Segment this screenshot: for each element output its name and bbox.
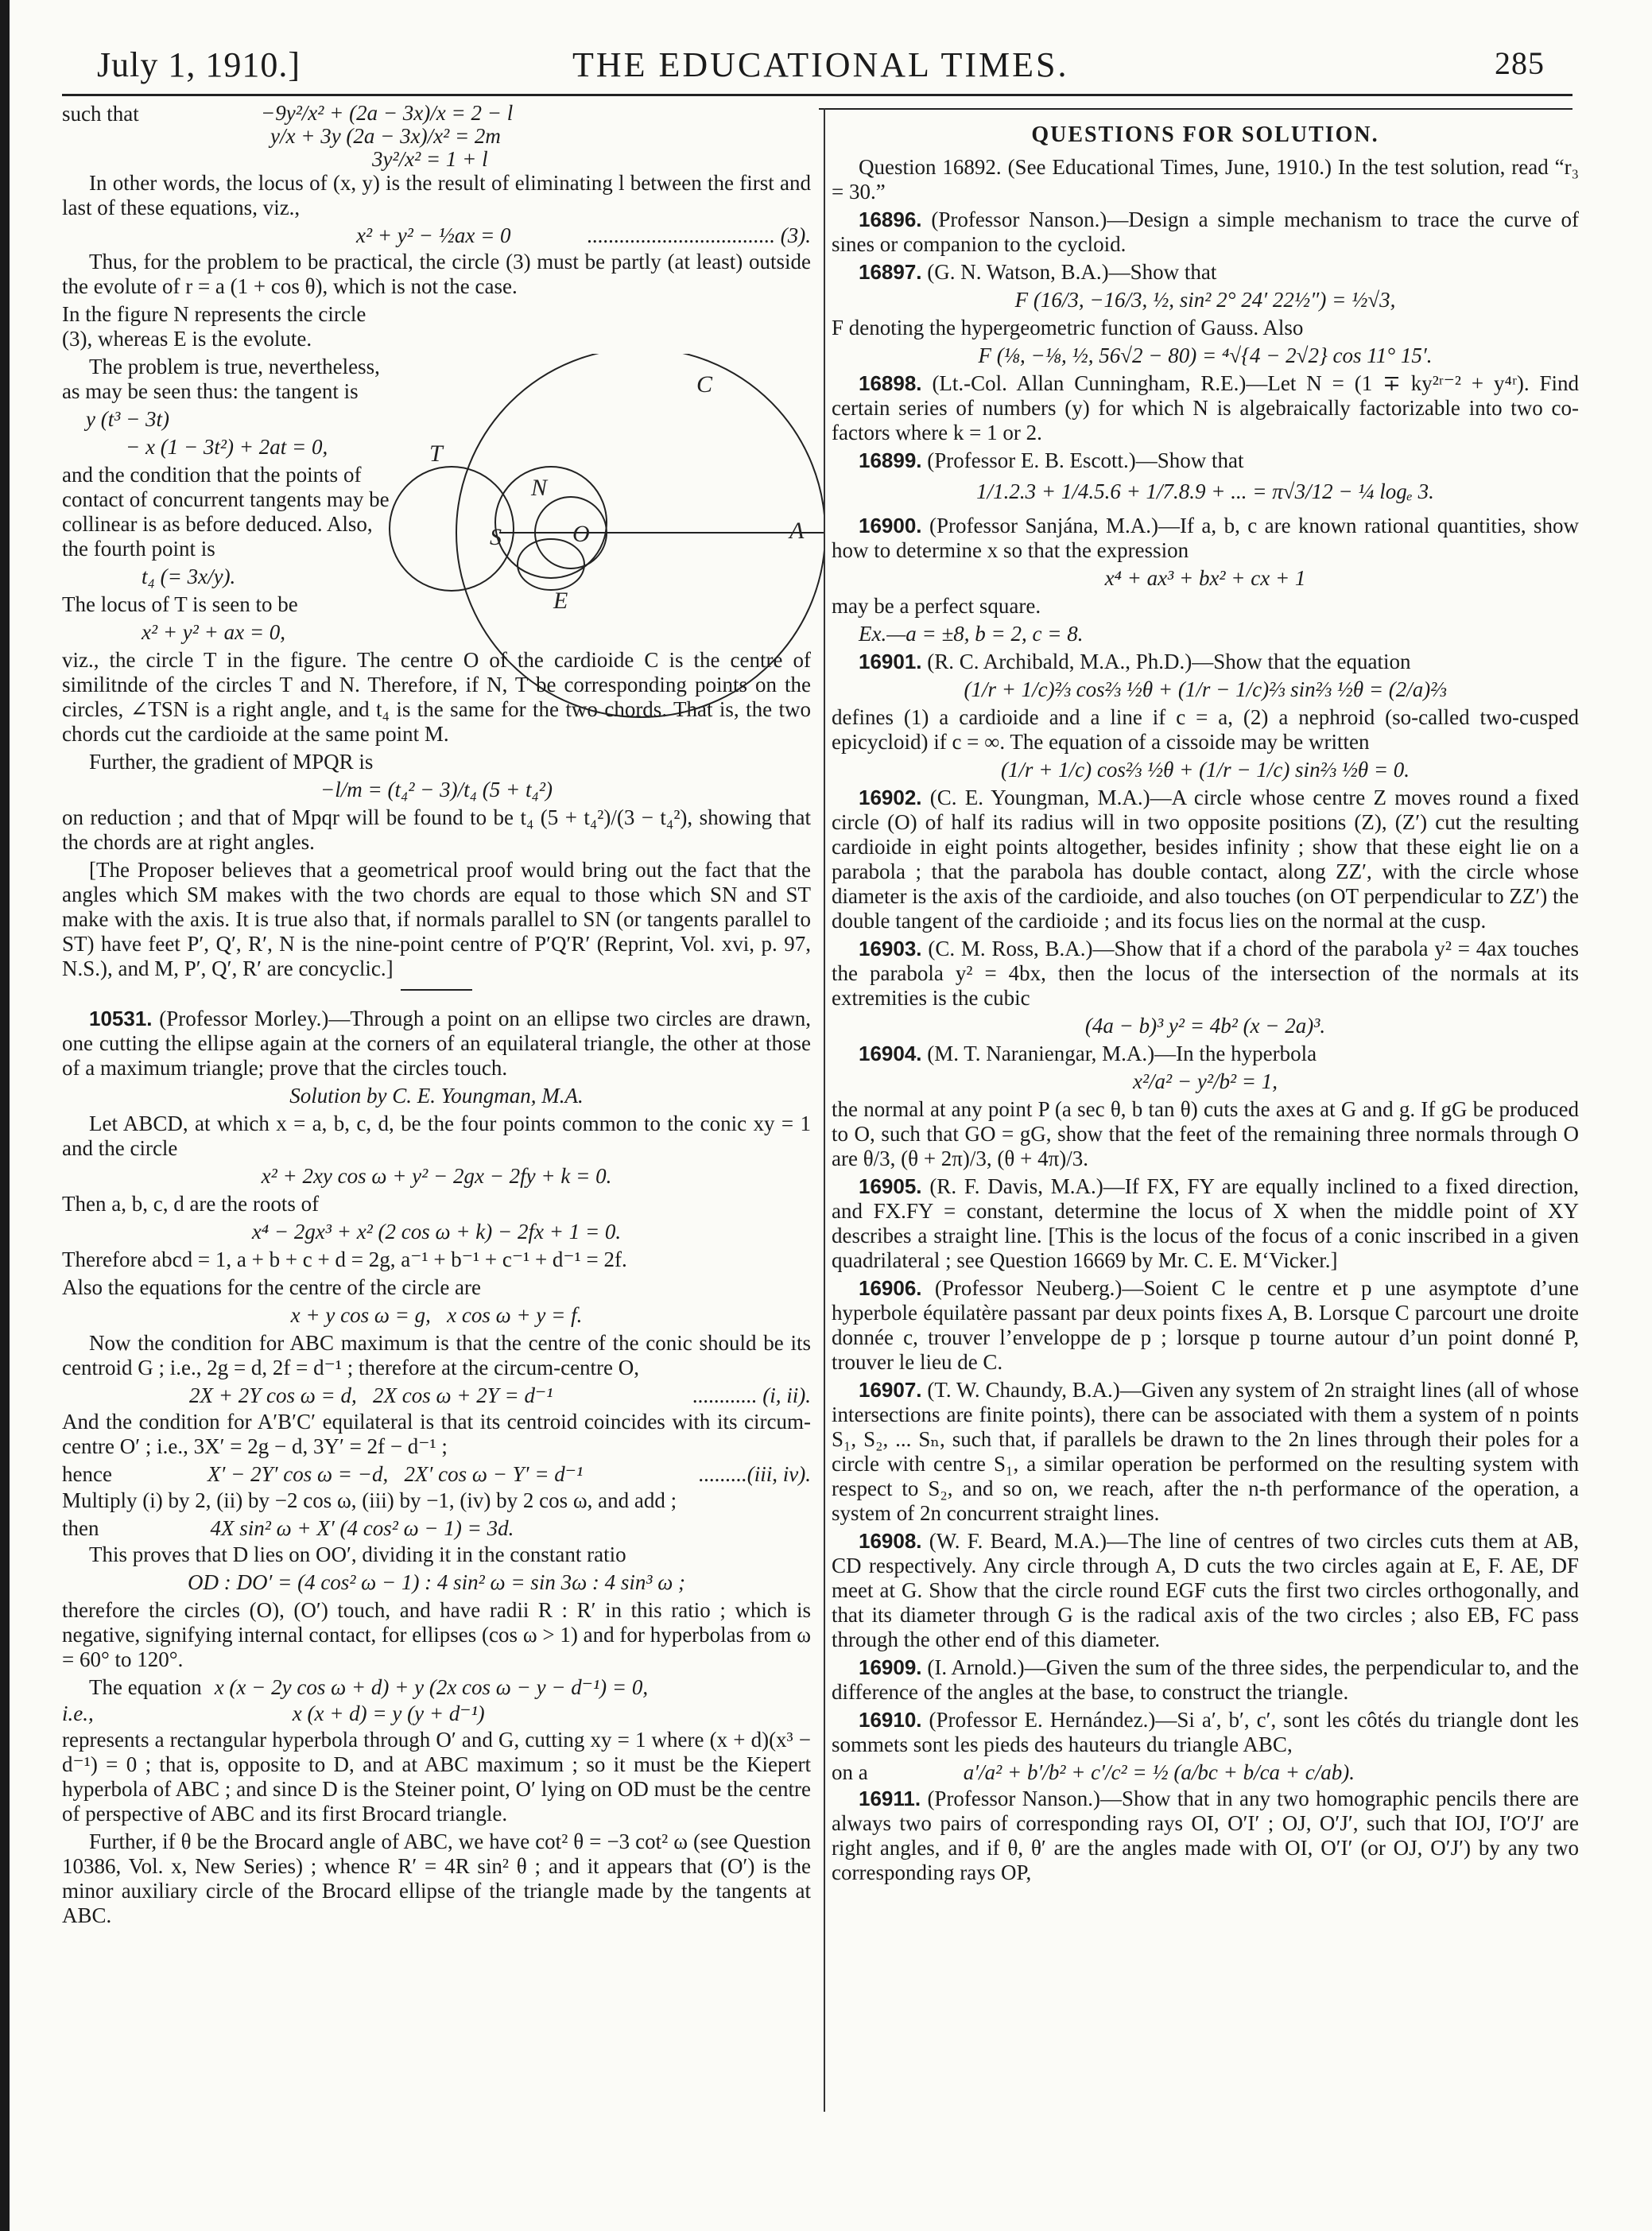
equation-label: The equation — [89, 1675, 202, 1699]
question-16897 — [832, 260, 1579, 285]
equation: x² + y² + ax = 0, — [142, 620, 286, 644]
question-text: (Professor E. Hernández.)—Si a′, b′, c′, sont les côtés du triangle dont les sommets sont les pieds des hauteurs du triangle ABC, — [832, 1708, 1580, 1756]
question-number: 16905. — [859, 1174, 922, 1198]
equation: F (⅛, −⅛, ½, 56√2 − 80) = ⁴√{4 − 2√2} cos 11° 15′. — [978, 343, 1433, 367]
equation: 4X sin² ω + X′ (4 cos² ω − 1) = 3d. — [210, 1516, 514, 1540]
header-rule — [62, 94, 1573, 96]
question-number: 10531. — [89, 1007, 153, 1030]
equation: 3y²/x² = 1 + l — [372, 147, 488, 171]
question-number: 16903. — [859, 937, 922, 960]
journal-title: THE EDUCATIONAL TIMES. — [572, 45, 1069, 84]
example: Ex.—a = ±8, b = 2, c = 8. — [859, 622, 1084, 646]
question-text: (C. E. Youngman, M.A.)—A circle whose centre Z moves round a fixed circle (O) of half its radius will in two opposite positions (Z), (Z′) cut the resulting cardioide in eight points altogether, besides infinity ; show that these eight lie on a parabola ; that the parabola has double contact, along ZZ′, with the circle whose diameter is the axis of the cardioide, and also touches (on OT perpendicular to ZZ′) the double tangent of the cardioide ; and its focus lies on the normal at the cusp. — [832, 786, 1579, 933]
question-16902 — [832, 786, 1579, 933]
paragraph: Then a, b, c, d are the roots of — [62, 1192, 320, 1216]
question-text: (C. M. Ross, B.A.)—Show that if a chord of the parabola y² = 4ax touches the parabola y² = 4bx, then the locus of the intersection of the normals at its extremities is the cubic — [832, 937, 1580, 1010]
header-rule-right — [819, 108, 1573, 110]
equation-numbered — [62, 223, 811, 248]
paragraph: represents a rectangular hyperbola through O′ and G, cutting xy = 1 where (x + d)(x³ − d⁻¹) = 0 ; that is, opposite to D, and at ABC maximum ; so it must be the Kiepert hyperbola of ABC ; and since D is the Steiner point, O′ lying on OD must be the centre of perspective of ABC and its first Brocard triangle. — [62, 1728, 811, 1826]
paragraph: The problem is true, nevertheless, as may be seen thus: the tangent is — [62, 355, 380, 403]
question-text: (T. W. Chaundy, B.A.)—Given any system of 2n straight lines (all of whose intersections are finite points), there can be associated with them a system of n points S₁, S₂, ... Sₙ, such that, if parallels be drawn to the 2n lines through their poles for a circle with centre S₁, a similar operation be performed on the resulting system with respect to S₂, and so on, we reach, after the n-th performance of the operation, a system of 2n concurrent straight lines. — [832, 1378, 1580, 1525]
question-text: (W. F. Beard, M.A.)—The line of centres of two circles cuts them at AB, CD respectively. Any circle through A, D cuts the two circles again at E, F. AE, DF meet at G. Show that the circle round EGF cuts the first two circles orthogonally, and that its diameter through G is the radical axis of the two circles ; also EB, FC pass through the other end of this diameter. — [832, 1529, 1580, 1651]
solution-author: Solution by C. E. Youngman, M.A. — [289, 1084, 584, 1108]
equation-labeled — [62, 1516, 811, 1541]
question-text: (Professor Nanson.)—Design a simple mechanism to trace the curve of sines or companion to the cycloid. — [832, 208, 1579, 256]
paragraph: Further, the gradient of MPQR is — [89, 750, 374, 774]
erratum: Question 16892. (See Educational Times, June, 1910.) In the test solution, read “r₃ = 30.” — [832, 155, 1579, 204]
equation: 1/1.2.3 + 1/4.5.6 + 1/7.8.9 + ... = π√3/12 − ¼ logₑ 3. — [976, 479, 1434, 503]
paragraph: Thus, for the problem to be practical, the circle (3) must be partly (at least) outside the evolute of r = a (1 + cos θ), which is not the case. — [62, 250, 811, 298]
equation: X′ − 2Y′ cos ω = −d, 2X′ cos ω − Y′ = d⁻¹ — [207, 1462, 584, 1486]
question-16905 — [832, 1174, 1579, 1273]
equation: −l/m = (t₄² − 3)/t₄ (5 + t₄²) — [320, 778, 553, 801]
text-line: such that — [62, 102, 139, 126]
circle-C — [456, 354, 824, 717]
question-16904 — [832, 1042, 1579, 1066]
question-text: (Professor Neuberg.)—Soient C le centre et p une asymptote d’une hyperbole équilatère passant par deux points fixes A, B. Lorsque C parcourt une droite donnée c, trouver l’enveloppe de p ; lorsque p tourne autour d’un point donné P, trouver le lieu de C. — [832, 1276, 1579, 1374]
paragraph: The locus of T is seen to be — [62, 592, 298, 616]
question-number: 16909. — [859, 1655, 922, 1679]
page-edge-shadow — [0, 0, 10, 2231]
question-16896 — [832, 208, 1579, 257]
right-column — [832, 119, 1579, 1888]
question-number: 16907. — [859, 1378, 922, 1402]
question-text: (Professor Morley.)—Through a point on an ellipse two circles are drawn, one cutting the ellipse again at the corners of an equilateral triangle, the other at those of a maximum triangle; prove that the circles touch. — [62, 1007, 812, 1080]
question-10531 — [62, 1007, 811, 1081]
paragraph: Also the equations for the centre of the circle are — [62, 1275, 482, 1299]
question-16898 — [832, 371, 1579, 445]
paragraph: Multiply (i) by 2, (ii) by −2 cos ω, (iii) by −1, (iv) by 2 cos ω, and add ; — [62, 1488, 677, 1512]
header-date: July 1, 1910.] — [97, 45, 301, 84]
paragraph: In other words, the locus of (x, y) is the result of eliminating l between the first and last of these equations, viz., — [62, 171, 811, 219]
equation-label: hence — [62, 1462, 112, 1486]
equation-label: i.e., — [62, 1701, 94, 1725]
equation: x (x + d) = y (y + d⁻¹) — [292, 1701, 485, 1725]
question-number: 16906. — [859, 1276, 922, 1300]
equation-tag: .........(iii, iv). — [699, 1462, 811, 1486]
question-16908 — [832, 1529, 1579, 1652]
paragraph: on reduction ; and that of Mpqr will be found to be t₄ (5 + t₄²)/(3 − t₄²), showing that the chords are at right angles. — [62, 805, 811, 854]
paragraph: Now the condition for ABC maximum is that the centre of the conic should be its centroid G ; i.e., 2g = d, 2f = d⁻¹ ; therefore at the circum-centre O, — [62, 1331, 811, 1379]
question-16910 — [832, 1708, 1579, 1757]
paragraph: therefore the circles (O), (O′) touch, and have radii R : R′ in this ratio ; which is negative, signifying internal contact, for ellipses (cos ω > 1) and for hyperbolas from ω = 60° to 120°. — [62, 1598, 811, 1671]
equation: x² + 2xy cos ω + y² − 2gx − 2fy + k = 0. — [261, 1164, 612, 1188]
page-number: 285 — [1495, 45, 1545, 81]
equation: x⁴ − 2gx³ + x² (2 cos ω + k) − 2fx + 1 = 0. — [251, 1220, 622, 1244]
figure-side-text — [62, 302, 396, 645]
question-number: 16901. — [859, 650, 922, 673]
paragraph: viz., the circle T in the figure. The centre O of the cardioide C is the centre of similitnde of the circles T and N. Therefore, if N, T be corresponding points on the circles, ∠TSN is a right angle, and t₄ is the same for the two chords. That is, the two chords cut the cardioide at the same point M. — [62, 648, 811, 746]
question-text: (Professor Nanson.)—Show that in any two homographic pencils there are always two pairs of corresponding rays OI, O′I′ ; OJ, O′J′, such that IOJ, I′O′J′ are right angles, and if θ, θ′ are the angles made with OI, O′I′ (or OJ, O′J′) by any two corresponding rays OP, — [832, 1787, 1580, 1884]
equation: F (16/3, −16/3, ½, sin² 2° 24′ 22½″) = ½√3, — [1014, 288, 1396, 312]
equation: −9y²/x² + (2a − 3x)/x = 2 − l — [261, 101, 514, 125]
equation: x²/a² − y²/b² = 1, — [1132, 1069, 1278, 1093]
equation: OD : DO′ = (4 cos² ω − 1) : 4 sin² ω = sin 3ω : 4 sin³ ω ; — [187, 1570, 686, 1594]
equation: − x (1 − 3t²) + 2at = 0, — [126, 435, 328, 459]
question-text: (I. Arnold.)—Given the sum of the three sides, the perpendicular to, and the difference of the angles at the base, to construct the triangle. — [832, 1655, 1579, 1704]
question-16911 — [832, 1787, 1579, 1885]
equation: y/x + 3y (2a − 3x)/x² = 2m — [270, 124, 501, 148]
question-number: 16899. — [859, 448, 922, 472]
equation-labeled — [832, 1760, 1579, 1785]
equation-tag: ............ (i, ii). — [692, 1383, 811, 1407]
question-number: 16900. — [859, 514, 922, 537]
question-text: (M. T. Naraniengar, M.A.)—In the hyperbola — [927, 1042, 1317, 1065]
question-number: 16910. — [859, 1708, 922, 1732]
equation: (1/r + 1/c)⅔ cos⅔ ½θ + (1/r − 1/c)⅔ sin⅔ ½θ = (2/a)⅔ — [964, 677, 1447, 701]
question-text: (Professor E. B. Escott.)—Show that — [927, 448, 1244, 472]
label-O: O — [572, 521, 590, 547]
question-16899 — [832, 448, 1579, 473]
question-16901 — [832, 650, 1579, 674]
question-text: (Lt.-Col. Allan Cunningham, R.E.)—Let N = (1 ∓ ky²ʳ⁻² + y⁴ʳ). Find certain series of numbers (y) for which N is algebraically factorizable into two co-factors where k = 1 or 2. — [832, 371, 1579, 444]
label-N: N — [531, 475, 548, 501]
question-number: 16904. — [859, 1042, 922, 1065]
question-16903 — [832, 937, 1579, 1011]
column-divider — [824, 108, 825, 2112]
paragraph: and the condition that the points of contact of concurrent tangents may be collinear is as before deduced. Also, the fourth point is — [62, 463, 390, 561]
paragraph: F denoting the hypergeometric function of Gauss. Also — [832, 316, 1304, 340]
equation-system — [62, 102, 811, 171]
question-text: (Professor Sanjána, M.A.)—If a, b, c are known rational quantities, show how to determine x so that the expression — [832, 514, 1580, 562]
paragraph: Therefore abcd = 1, a + b + c + d = 2g, a⁻¹ + b⁻¹ + c⁻¹ + d⁻¹ = 2f. — [62, 1247, 627, 1271]
label-E: E — [553, 588, 568, 614]
paragraph: This proves that D lies on OO′, dividing it in the constant ratio — [89, 1542, 626, 1566]
question-16907 — [832, 1378, 1579, 1526]
equation-tag: ................................... (3). — [587, 223, 811, 247]
label-T: T — [429, 440, 443, 467]
equation: (1/r + 1/c) cos⅔ ½θ + (1/r − 1/c) sin⅔ ½θ = 0. — [1000, 758, 1410, 782]
equation: a′/a² + b′/b² + c′/c² = ½ (a/bc + b/ca + c/ab). — [963, 1760, 1355, 1784]
paragraph: defines (1) a cardioide and a line if c = a, (2) a nephroid (so-called two-cusped epicycloid) if c = ∞. The equation of a cissoide may be written — [832, 705, 1579, 754]
equation: t₄ (= 3x/y). — [142, 565, 236, 588]
question-number: 16896. — [859, 208, 922, 231]
equation: x + y cos ω = g, x cos ω + y = f. — [290, 1303, 583, 1327]
paragraph: Further, if θ be the Brocard angle of ABC, we have cot² θ = −3 cot² ω (see Question 10386, Vol. x, New Series) ; whence R′ = 4R sin² θ ; and it appears that (O′) is the minor auxiliary circle of the Brocard ellipse of the triangle made by the tangents at ABC. — [62, 1829, 811, 1927]
editorial-note: [The Proposer believes that a geometrical proof would bring out the fact that the angles which SM makes with the two chords are equal to those which SN and ST make with the axis. It is true also that, if normals parallel to SN (or tangents parallel to ST) have feet P′, Q′, R′, N is the nine-point centre of P′Q′R′ (Reprint, Vol. xvi, p. 97, N.S.), and M, P′, Q′, R′ are concyclic.] — [62, 858, 811, 980]
label-C: C — [696, 371, 713, 398]
question-number: 16911. — [859, 1787, 921, 1810]
paragraph: the normal at any point P (a sec θ, b tan θ) cuts the axes at G and g. If gG be produced to O, such that GO = gG, show that the feet of the remaining three normals through O are θ/3, (θ + 2π)/3, (θ + 4π)/3. — [832, 1097, 1579, 1170]
question-16900 — [832, 514, 1579, 563]
equation-numbered — [62, 1462, 811, 1487]
circle-N — [495, 467, 607, 578]
section-divider — [401, 989, 472, 991]
question-text: (R. C. Archibald, M.A., Ph.D.)—Show that the equation — [927, 650, 1411, 673]
equation-label: then — [62, 1516, 99, 1540]
paragraph: In the figure N represents the circle (3), whereas E is the evolute. — [62, 302, 366, 351]
question-number: 16908. — [859, 1529, 922, 1553]
equation: x² + y² − ½ax = 0 — [356, 223, 511, 247]
question-number: 16898. — [859, 371, 922, 395]
question-number: 16902. — [859, 786, 922, 809]
paragraph: may be a perfect square. — [832, 594, 1041, 618]
equation-labeled — [62, 1701, 811, 1726]
question-16906 — [832, 1276, 1579, 1375]
section-title: QUESTIONS FOR SOLUTION. — [1031, 122, 1379, 147]
equation-labeled — [62, 1675, 811, 1700]
question-16909 — [832, 1655, 1579, 1705]
paragraph: And the condition for A′B′C′ equilateral is that its centroid coincides with its circum-centre O′ ; i.e., 3X′ = 2g − d, 3Y′ = 2f − d⁻¹ ; — [62, 1410, 811, 1458]
equation: 2X + 2Y cos ω = d, 2X cos ω + 2Y = d⁻¹ — [189, 1383, 553, 1407]
question-text: (G. N. Watson, B.A.)—Show that — [927, 260, 1217, 284]
paragraph: Let ABCD, at which x = a, b, c, d, be the four points common to the conic xy = 1 and the circle — [62, 1112, 811, 1160]
question-text: (R. F. Davis, M.A.)—If FX, FY are equally inclined to a fixed direction, and FX.FY = constant, determine the locus of X when the middle point of XY describes a straight line. [This is the locus of the focus of a conic inscribed in a given quadrilateral ; see Question 16669 by Mr. C. E. M‘Vicker.] — [832, 1174, 1580, 1272]
cardioide-figure — [388, 354, 824, 735]
question-number: 16897. — [859, 260, 922, 284]
equation: x (x − 2y cos ω + d) + y (2x cos ω − y − d⁻¹) = 0, — [214, 1675, 649, 1699]
label-A: A — [789, 518, 805, 544]
equation: x⁴ + ax³ + bx² + cx + 1 — [1104, 566, 1306, 590]
equation-label: on a — [832, 1760, 868, 1784]
label-S: S — [490, 524, 502, 550]
equation: (4a − b)³ y² = 4b² (x − 2a)³. — [1084, 1014, 1326, 1038]
equation: y (t³ − 3t) — [86, 407, 170, 431]
equation-numbered — [62, 1383, 811, 1408]
equation-stack — [261, 102, 513, 171]
